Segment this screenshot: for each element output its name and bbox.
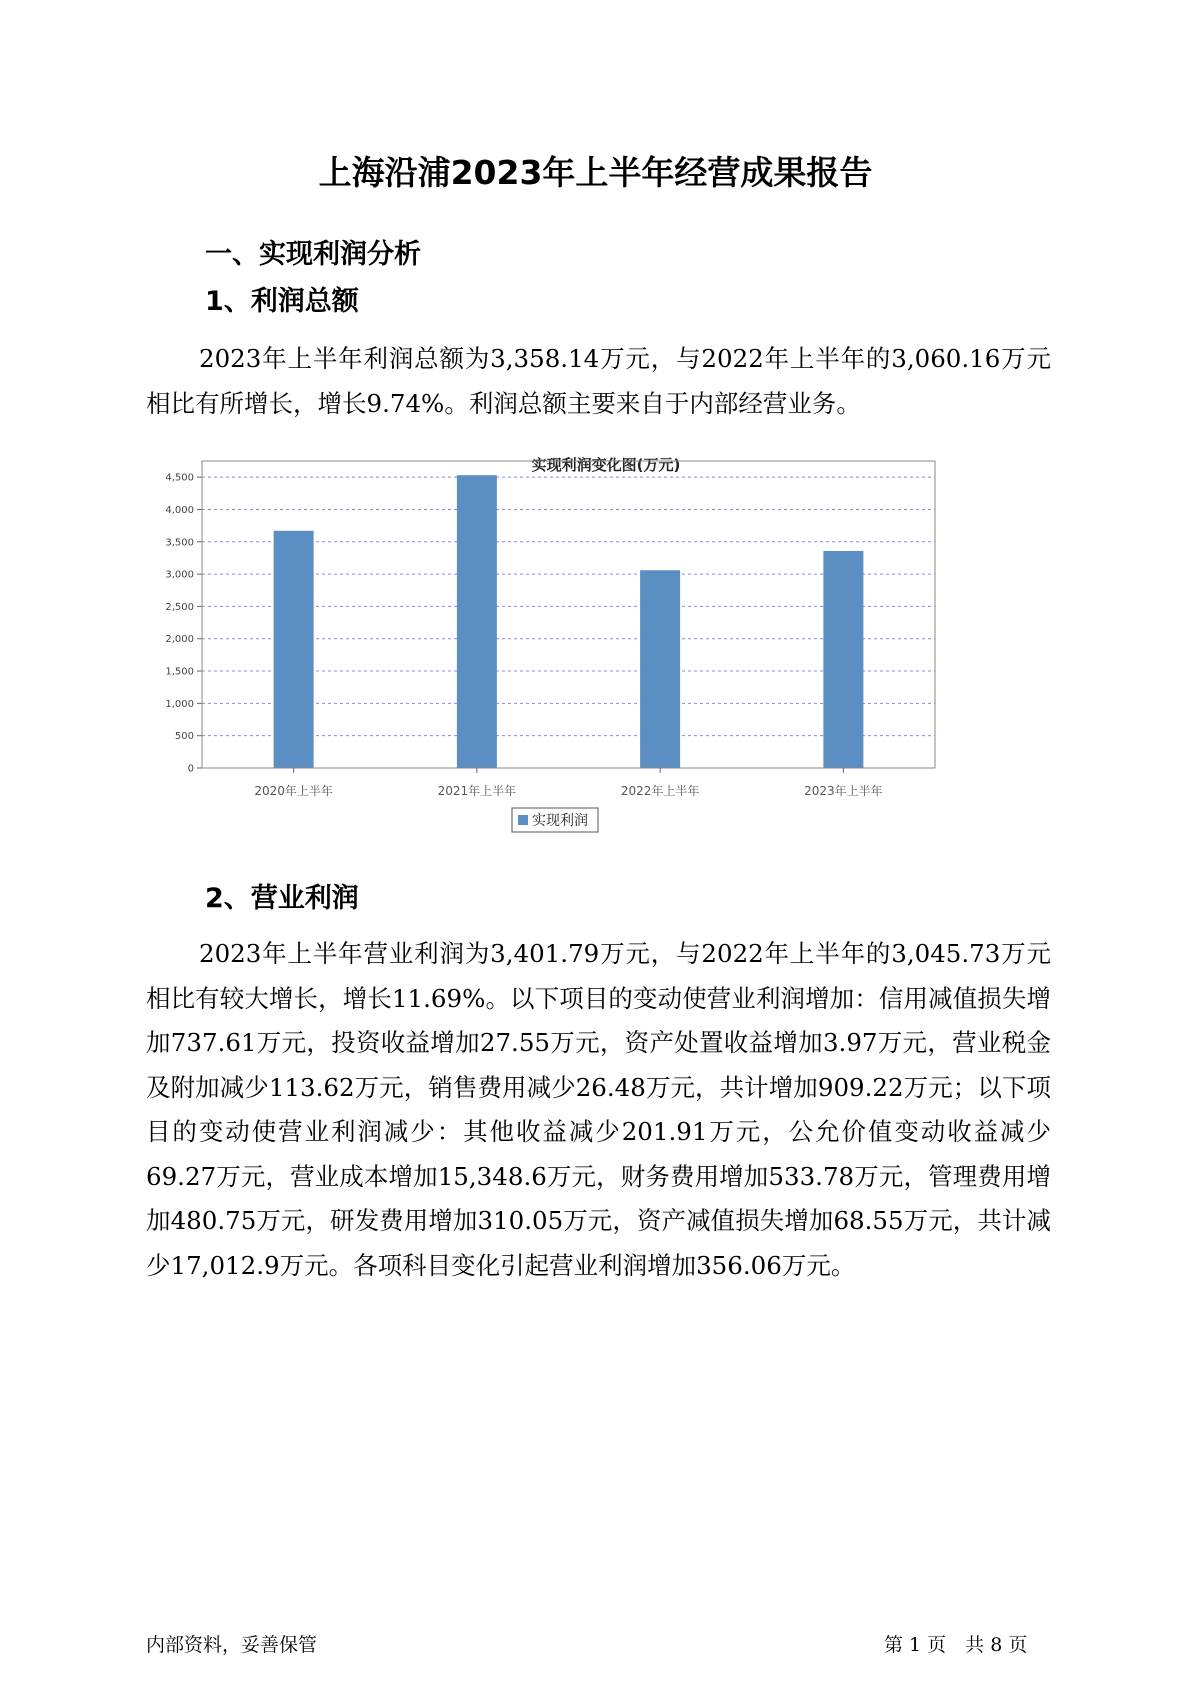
y-tick-label: 1,000 xyxy=(165,698,194,710)
subheading-total-profit: 1、利润总额 xyxy=(205,286,359,317)
chart-legend xyxy=(512,808,598,832)
y-tick-label: 2,000 xyxy=(165,634,194,646)
y-tick-label: 1,500 xyxy=(165,666,194,678)
x-tick-label: 2023年上半年 xyxy=(804,784,883,798)
profit-bar-chart xyxy=(146,448,1026,902)
bar xyxy=(640,570,680,768)
chart-svg xyxy=(146,448,1026,898)
chart-bars xyxy=(274,475,864,768)
x-tick-label: 2020年上半年 xyxy=(254,784,333,798)
x-tick-label: 2022年上半年 xyxy=(620,784,700,798)
page-title: 上海沿浦2023年上半年经营成果报告 xyxy=(318,153,873,192)
legend-label: 实现利润 xyxy=(532,813,588,829)
paragraph-total-profit: 2023年上半年利润总额为3,358.14万元，与2022年上半年的3,060.16万元相比有所增长，增长9.74%。利润总额主要来自于内部经营业务。 xyxy=(146,344,1051,418)
footer-page-number: 第 1 页 共 8 页 xyxy=(884,1634,1028,1656)
y-tick-label: 3,000 xyxy=(165,569,194,581)
bar xyxy=(457,475,497,768)
bar xyxy=(274,531,314,768)
bar xyxy=(823,551,863,768)
chart-title: 实现利润变化图(万元) xyxy=(531,456,681,474)
y-tick-label: 0 xyxy=(187,763,194,775)
y-tick-label: 2,500 xyxy=(165,601,194,613)
paragraph-operating-profit: 2023年上半年营业利润为3,401.79万元，与2022年上半年的3,045.73万元相比有较大增长，增长11.69%。以下项目的变动使营业利润增加：信用减值损失增加737.61万元，投资收益增加27.55万元，资产处置收益增加3.97万元，营业税金及附加减少113.62万元，销售费用减少26.48万元，共计增加909.22万元；以下项目的变动使营业利润减少：其他收益减少201.91万元，公允价值变动收益减少69.27万元，营业成本增加15,348.6万元，财务费用增加533.78万元，管理费用增加480.75万元，研发费用增加310.05万元，资产减值损失增加68.55万元，共计减少17,012.9万元。各项科目变化引起营业利润增加356.06万元。 xyxy=(146,939,1051,1280)
legend-swatch xyxy=(518,815,528,825)
footer-confidential-note: 内部资料，妥善保管 xyxy=(146,1634,318,1656)
y-tick-label: 4,500 xyxy=(165,472,194,484)
subheading-operating-profit: 2、营业利润 xyxy=(205,883,359,914)
y-tick-label: 4,000 xyxy=(165,504,194,516)
y-tick-label: 3,500 xyxy=(165,537,194,549)
x-tick-label: 2021年上半年 xyxy=(437,784,517,798)
section-heading-profit-analysis: 一、实现利润分析 xyxy=(205,239,421,270)
y-tick-label: 500 xyxy=(174,731,194,743)
